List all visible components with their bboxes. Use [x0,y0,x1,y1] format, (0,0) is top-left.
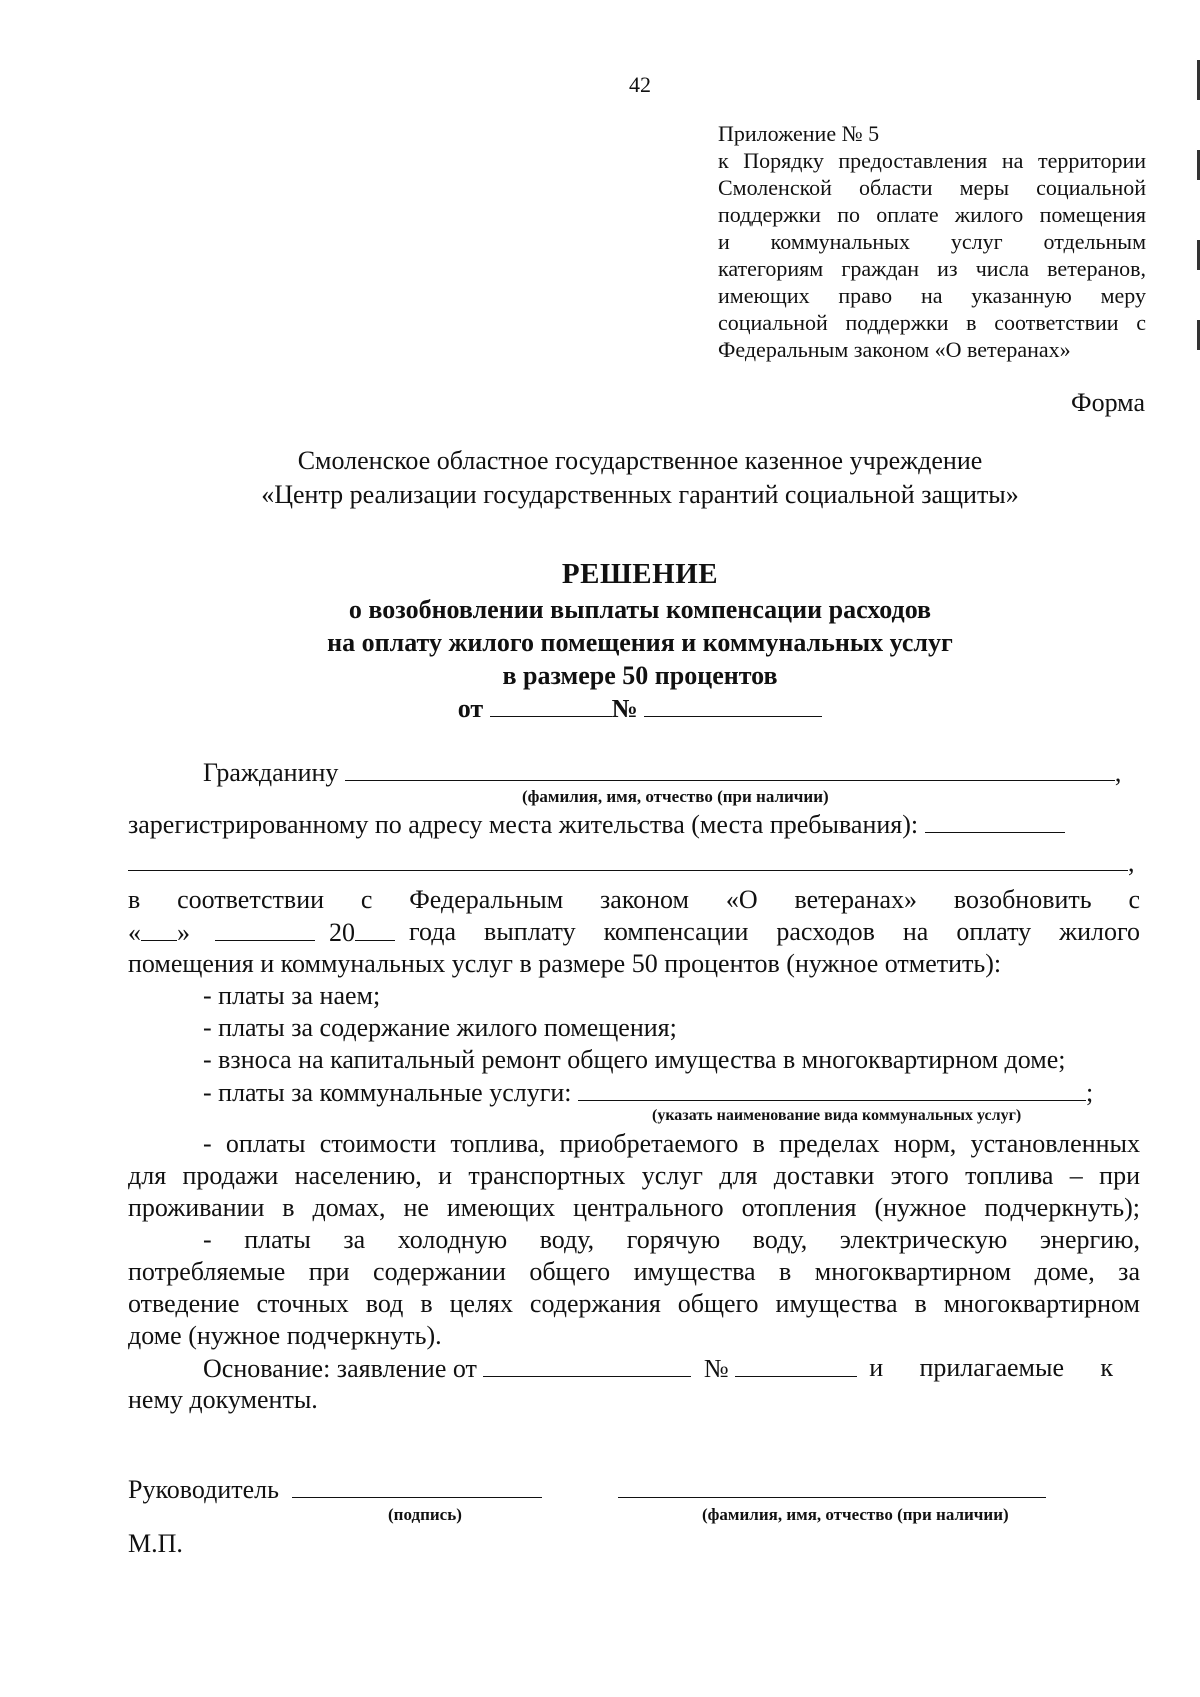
paragraph-line: отведение сточных вод в целях содержания общего имущества в многоквартирном [128,1289,1140,1318]
from-label: от [457,694,484,723]
decision-heading: РЕШЕНИЕ [561,558,719,590]
organization-name-line1: Смоленское областное государственное казенное учреждение [297,446,983,475]
address-row [128,808,1065,841]
resume-date-row [128,916,1140,949]
annex-line: поддержки по оплате жилого помещения [718,202,1146,227]
number-label: № [611,694,638,723]
address-field[interactable] [925,808,1065,833]
signature-field[interactable] [292,1473,542,1498]
paragraph-line: помещения и коммунальных услуг в размере 50 процентов (нужное отметить): [128,949,1002,978]
application-number-field[interactable] [735,1352,857,1377]
resume-date: « » 20 [128,916,395,949]
decision-date-number-row [120,692,1160,725]
citizen-label: Гражданину [203,758,339,787]
annex-line: социальной поддержки в соответствии с [718,310,1146,335]
basis-label: Основание: заявление от № [203,1352,857,1385]
head-label: Руководитель [128,1475,279,1504]
citizen-caption: (фамилия, имя, отчество (при наличии) [522,787,829,806]
annex-line: Смоленской области меры социальной [718,175,1146,200]
stamp-label: М.П. [128,1529,183,1558]
address-row-2 [128,846,1135,879]
resume-day-field[interactable] [141,916,177,941]
resume-year-field[interactable] [355,916,395,941]
decision-date-field[interactable] [490,692,612,717]
basis-row: Основание: заявление от № и прилагаемые к [203,1353,1113,1383]
form-label: Форма [1071,388,1145,417]
resume-month-field[interactable] [215,916,315,941]
citizen-row [203,756,1121,789]
paragraph-line: проживании в домах, не имеющих центрального отопления (нужное подчеркнуть); [128,1193,1140,1222]
paragraph-line: в соответствии с Федеральным законом «О ветеранах» возобновить с [128,885,1140,914]
utility-services-caption: (указать наименование вида коммунальных услуг) [652,1107,1022,1124]
address-field-2[interactable] [128,846,1128,871]
paragraph-line: - платы за холодную воду, горячую воду, электрическую энергию, [203,1225,1140,1254]
utility-services-field[interactable] [578,1076,1086,1101]
decision-subtitle: на оплату жилого помещения и коммунальных услуг [327,628,953,657]
page-number: 42 [629,72,651,97]
comma: , [1128,848,1135,877]
annex-line: категориям граждан из числа ветеранов, [718,256,1146,281]
annex-line: Федеральным законом «О ветеранах» [718,337,1071,362]
paragraph-line: нему документы. [128,1385,318,1414]
annex-title: Приложение № 5 [718,121,880,146]
list-item: - взноса на капитальный ремонт общего имущества в многоквартирном доме; [203,1045,1066,1074]
signature-row [128,1473,1046,1506]
organization-name-line2: «Центр реализации государственных гарантий социальной защиты» [261,480,1019,509]
paragraph-line: года выплату компенсации расходов на оплату жилого [409,917,1140,946]
annex-line: имеющих право на указанную меру [718,283,1146,308]
paragraph-line: потребляемые при содержании общего имущества в многоквартирном доме, за [128,1257,1140,1286]
list-item: - платы за содержание жилого помещения; [203,1013,677,1042]
comma: , [1114,758,1122,787]
head-name-caption: (фамилия, имя, отчество (при наличии) [702,1505,1009,1524]
annex-line: и коммунальных услуг отдельным [718,229,1146,254]
decision-subtitle: в размере 50 процентов [502,661,778,690]
list-item: - платы за наем; [203,981,381,1010]
citizen-name-field[interactable] [345,756,1115,781]
head-name-field[interactable] [618,1473,1046,1498]
address-label: зарегистрированному по адресу места жительства (места пребывания): [128,810,919,839]
decision-number-field[interactable] [644,692,822,717]
annex-block [718,120,1146,363]
signature-caption: (подпись) [388,1505,462,1524]
decision-subtitle: о возобновлении выплаты компенсации расходов [348,595,932,624]
paragraph-line: - оплаты стоимости топлива, приобретаемого в пределах норм, установленных [203,1129,1140,1158]
list-item: - платы за коммунальные услуги: ; [203,1078,1094,1107]
application-date-field[interactable] [483,1352,691,1377]
paragraph-line: доме (нужное подчеркнуть). [128,1321,442,1350]
paragraph-line: для продажи населению, и транспортных услуг для доставки этого топлива – при [128,1161,1140,1190]
annex-line: к Порядку предоставления на территории [718,148,1146,173]
